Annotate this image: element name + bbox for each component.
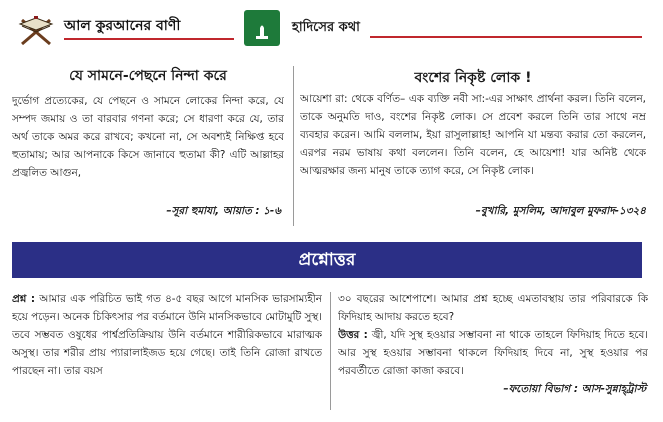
- column-divider-top: [293, 66, 294, 226]
- quran-text: দুর্ভোগ প্রত্যেকের, যে পেছনে ও সামনে লোকের নিন্দা করে, যে সম্পদ জমায় ও তা বারবার গণনা করে; সে ধারণা করে যে, তার অর্থ তাকে অমর করে রাখবে; কখনো না, সে অবশ্যই নিক্ষিপ্ত হবে হুতামায়; আর আপনাকে কিসে জানাবে হুতামা কী? এটি আল্লাহর প্রজ্বলিত আগুন,: [12, 95, 284, 179]
- column-divider-bottom: [330, 292, 331, 410]
- hadith-heading: বংশের নিকৃষ্ট লোক !: [414, 70, 532, 86]
- hadith-icon: [244, 10, 280, 46]
- hadith-title-rule: [370, 36, 642, 38]
- hadith-text: আয়েশা রা: থেকে বর্ণিত– এক ব্যক্তি নবী সা:-এর সাক্ষাৎ প্রার্থনা করল। তিনি বলেন, তাকে অনুমতি দাও, বংশের নিকৃষ্ট লোক। সে প্রবেশ করলে তিনি তার সাথে নম্র ব্যবহার করেন। আমি বললাম, ইয়া রাসুলাল্লাহ! আপনি যা মন্তব্য করার তো করলেন, এরপর নরম ভাষায় কথা বললেন। তিনি বলেন, হে আয়েশা! যার অনিষ্ট থেকে আত্মরক্ষার জন্য মানুষ তাকে ত্যাগ করে, সে নিকৃষ্ট লোক।: [300, 93, 646, 177]
- quran-source: –সূরা হুমাযা, আয়াত : ১-৬: [166, 205, 281, 217]
- qa-banner: প্রশ্নোত্তর: [12, 242, 642, 278]
- answer-text: জ্বী, যদি সুস্থ হওয়ার সম্ভাবনা না থাকে তাহলে ফিদিয়াহ দিতে হবে। আর সুস্থ হওয়ার সম্ভাবনা থাকলে ফিদিয়াহ দিবে না, সুস্থ হওয়ার পর পরবর্তীতে রোজা কাজা করবে।: [338, 329, 648, 377]
- answer-block: [338, 326, 648, 380]
- question-left: [12, 290, 322, 416]
- question-text-left: আমার এক পরিচিত ভাই গত ৪-৫ বছর আগে মানসিক ভারসাম্যহীন হয়ে পড়েন। অনেক চিকিৎসার পর বর্তমানে উনি মানসিকভাবে মোটামুটি সুস্থ। তবে সম্ভবত ওষুধের পার্শ্বপ্রতিক্রিয়ায় উনি বর্তমানে শারীরিকভাবে মারাত্মক অসুস্থ। তার শরীর প্রায় প্যারালাইজড হয়ে গেছে। তাই তিনি রোজা রাখতে পারছেন না। তার বয়স: [12, 293, 322, 377]
- quran-section-title: আল কুরআনের বাণী: [64, 18, 181, 34]
- quran-title-rule: [64, 38, 234, 40]
- hadith-source: –বুখারি, মুসলিম, আদাবুল মুফরাদ-১৩২৪: [470, 204, 646, 221]
- answer-label: উত্তর :: [338, 329, 368, 341]
- hadith-section-title: হাদিসের কথা: [292, 20, 360, 35]
- qa-source: –ফতোয়া বিভাগ : আস-সুন্নাহ্‌ট্রাস্ট: [503, 383, 646, 395]
- question-continued: ৩০ বছরের আশেপাশে। আমার প্রশ্ন হচ্ছে এমতাবস্থায় তার পরিবারকে কি ফিদিয়াহ আদায় করতে হবে?: [338, 293, 648, 323]
- quran-icon: [14, 10, 58, 46]
- quran-heading: যে সামনে-পেছনে নিন্দা করে: [69, 68, 227, 84]
- question-label: প্রশ্ন :: [12, 293, 35, 305]
